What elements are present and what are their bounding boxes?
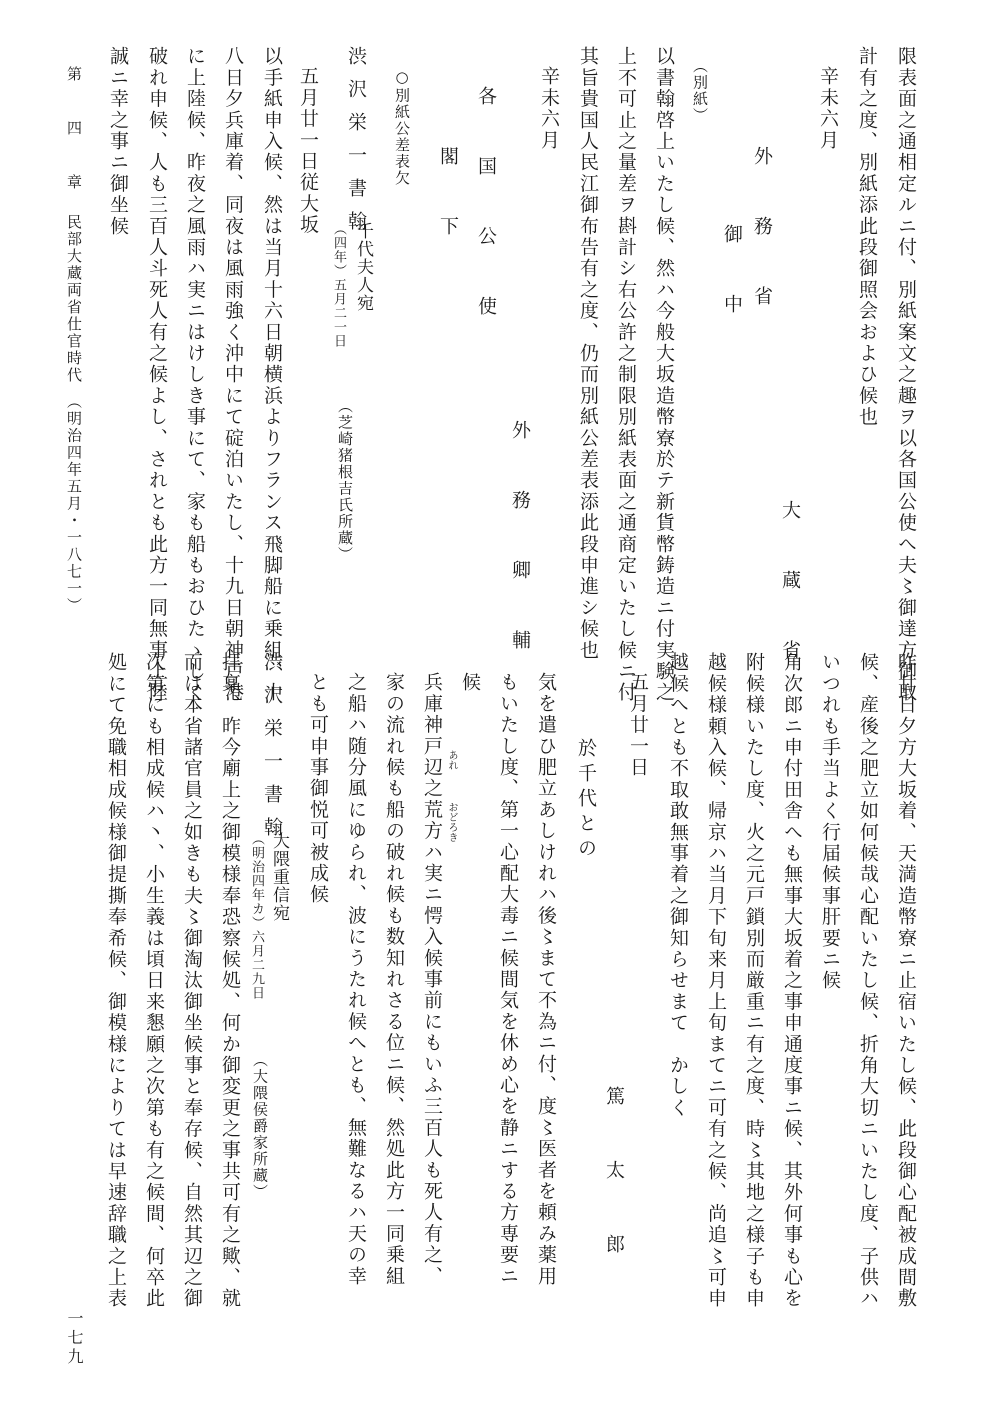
text-line: 家の流れ候も船の破れ候も数知れさる位ニ候、然処此方一同乗組 bbox=[383, 672, 405, 1287]
chapter-label: 第 四 章 bbox=[65, 66, 83, 201]
letter-heading: 渋沢栄一書翰 bbox=[345, 46, 367, 244]
text-line: 上不可止之量差ヲ斟計シ右公許之制限別紙表面之通商定いたし候ニ付 bbox=[615, 46, 637, 704]
letter-addressee: 於千代との bbox=[575, 738, 597, 863]
text-line: 八日夕兵庫着、同夜は風雨強く沖中にて碇泊いたし、十九日朝神戸港 bbox=[222, 46, 244, 704]
date-line: 辛未六月 bbox=[538, 66, 560, 151]
date-line: 辛未六月 bbox=[817, 66, 839, 151]
ruby-annotation: おどろき bbox=[446, 802, 457, 842]
source-collection: （芝崎猪根吉氏所蔵） bbox=[336, 398, 354, 563]
text-line: 誠ニ幸之事ニ御坐候 bbox=[107, 46, 129, 237]
text-line: 処にて免職相成候様御提撕奉希候、御模様によりては早速辞職之上表 bbox=[105, 652, 127, 1310]
addressee-honorific: 閣 下 bbox=[437, 146, 459, 251]
signatory: 外 務 卿 輔 bbox=[509, 420, 531, 665]
text-line: 限表面之通相定ルニ付、別紙案文之趣ヲ以各国公使へ夫〻御達方御取 bbox=[895, 46, 917, 704]
date-line: 五月廿一日 bbox=[627, 672, 649, 778]
text-line: 候 bbox=[459, 672, 481, 694]
text-line: 気を遣ひ肥立あしけれハ後〻まて不為ニ付、度〻医者を頼み薬用 bbox=[535, 672, 557, 1287]
text-line: 以手紙申入候、然は当月十六日朝横浜よりフランス飛脚船に乗組、十 bbox=[261, 46, 283, 704]
text-line: 候、産後之肥立如何候哉心配いたし候、折角大切ニいたし度、子供ハ bbox=[857, 652, 879, 1310]
text-line: 昨廿日夕方大坂着、天満造幣寮ニ止宿いたし候、此段御心配被成間敷 bbox=[895, 652, 917, 1310]
addressee: 各 国 公 使 bbox=[475, 86, 497, 331]
addressee-office: 大 蔵 省 bbox=[779, 500, 801, 675]
text-line: 而は本省諸官員之如きも夫〻御淘汰御坐候事と奉存候、自然其辺之御 bbox=[181, 652, 203, 1310]
text-line: 計有之度、別紙添此段御照会およひ候也 bbox=[856, 46, 878, 428]
editorial-note: ○別紙公差表欠 bbox=[393, 68, 411, 187]
text-line: 附候様いたし度、火之元戸鎖別而厳重ニ有之度、時〻其地之様子も申 bbox=[743, 652, 765, 1310]
text-line: いつれも手当よく行届候事肝要ニ候 bbox=[819, 652, 841, 992]
letter-recipient: 大隈重信宛 bbox=[269, 832, 289, 922]
chapter-title: 民部大蔵両省仕官時代 （明治四年五月・一八七一） bbox=[65, 214, 83, 615]
text-line: 越候へとも不取敢無事着之御知らせまて かしく bbox=[667, 652, 689, 1119]
letter-heading: 渋沢栄一書翰 bbox=[261, 652, 283, 850]
text-line: 以書翰啓上いたし候、然ハ今般大坂造幣寮於テ新貨幣鋳造ニ付実験之 bbox=[653, 46, 675, 704]
text-line: 兵庫神戸辺之荒方ハ実ニ愕入候事前にもいふ三百人も死人有之、 bbox=[421, 672, 443, 1287]
text-line: もいたし度、第一心配大毒ニ候間気を休め心を静ニする方専要ニ bbox=[497, 672, 519, 1287]
text-line: 次第にも相成候ハ丶、小生義は頃日来懇願之次第も有之候間、何卒此 bbox=[143, 652, 165, 1310]
text-line: に上陸候、昨夜之風雨ハ実ニはけしき事にて、家も船もおひたゝしく bbox=[184, 46, 206, 704]
text-line: 越候様頼入候、帰京ハ当月下旬来月上旬まてニ可有之候、尚追〻可申 bbox=[705, 652, 727, 1310]
text-line: 其旨貴国人民江御布告有之度、仍而別紙公差表添此段申進シ候也 bbox=[577, 46, 599, 661]
letter-date: （明治四年カ）六月二九日 bbox=[249, 832, 264, 1000]
recipient-honorific: 御 中 bbox=[721, 224, 743, 329]
ruby-annotation: あれ bbox=[446, 750, 457, 770]
date-line: 五月廿一日従大坂 bbox=[297, 66, 319, 236]
letter-recipient: 千代夫人宛 bbox=[353, 222, 373, 312]
text-line: 破れ申候、人も三百人斗死人有之候よし、されとも此方一同無事上陸 bbox=[146, 46, 168, 704]
text-line: 拝稟、昨今廟上之御模様奉恐察候処、何か御変更之事共可有之歟、就 bbox=[219, 652, 241, 1310]
source-collection: （大隈侯爵家所蔵） bbox=[251, 1052, 269, 1201]
attachment-label: （別紙） bbox=[691, 58, 709, 124]
text-line: 之船ハ随分風にゆられ、波にうたれ候へとも、無難なるハ天の幸 bbox=[345, 672, 367, 1287]
letter-date: （四年）五月二一日 bbox=[331, 222, 346, 348]
text-line: とも可申事御悦可被成候 bbox=[307, 672, 329, 906]
page-number: 一七九 bbox=[65, 1310, 84, 1367]
recipient-office: 外 務 省 bbox=[751, 146, 773, 321]
signature: 篤 太 郎 bbox=[603, 1086, 625, 1271]
text-line: 角次郎ニ申付田舎へも無事大坂着之事申通度事ニ候、其外何事も心を bbox=[781, 652, 803, 1310]
